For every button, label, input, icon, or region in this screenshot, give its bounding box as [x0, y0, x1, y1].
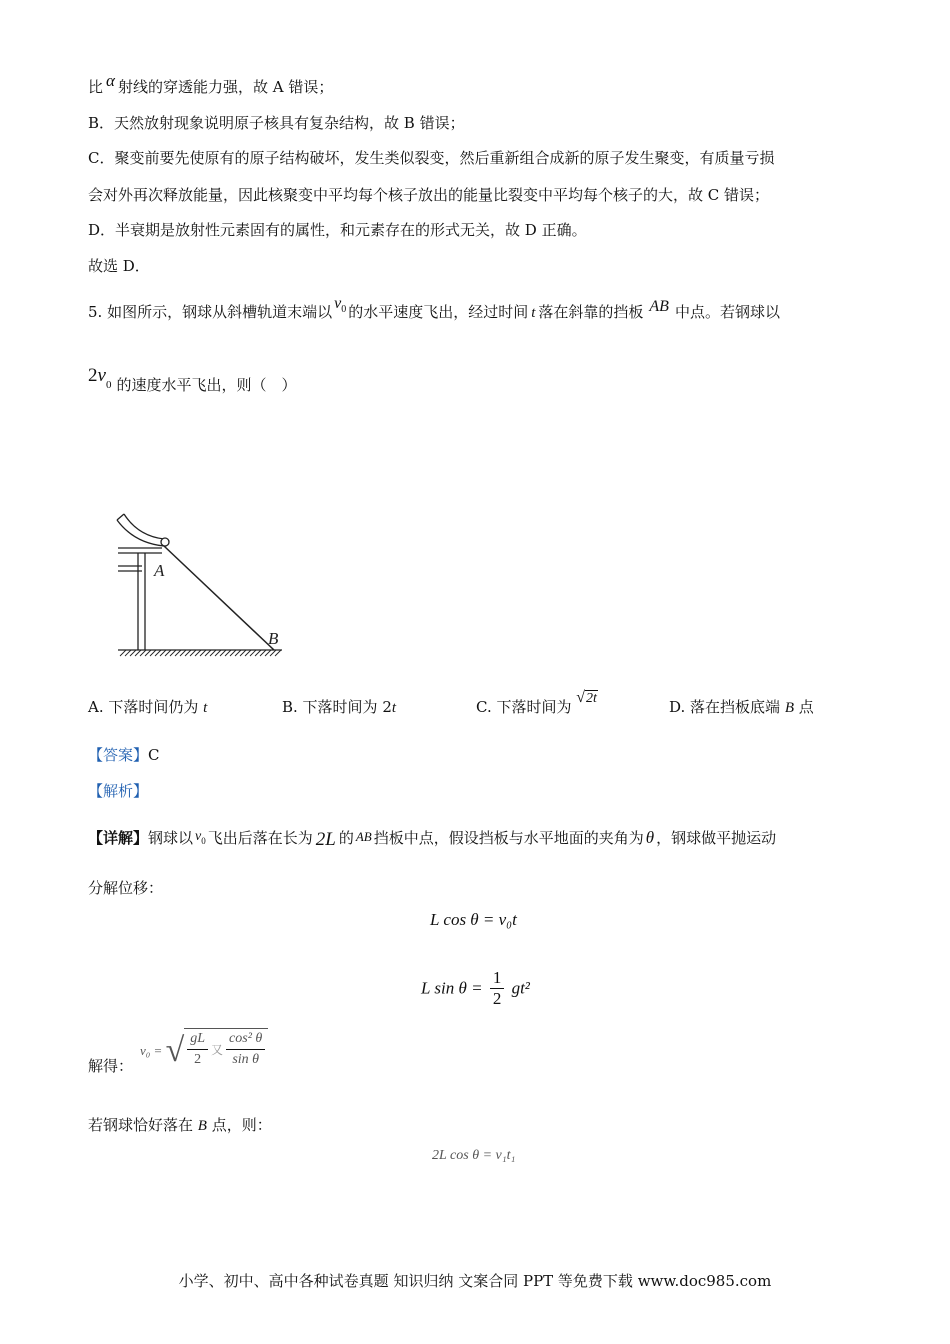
ab-symbol: AB	[355, 829, 372, 844]
physics-figure	[112, 508, 287, 660]
text-fragment: 射线的穿透能力强，故 A 错误；	[117, 78, 334, 96]
option-d[interactable]	[669, 697, 814, 718]
text-fragment: 点，则：	[211, 1116, 272, 1134]
label-b: B	[268, 629, 279, 648]
text-fragment: 飞出后落在长为	[207, 829, 313, 847]
option-b[interactable]	[282, 697, 396, 718]
text-fragment: 中点。若钢球以	[674, 303, 780, 321]
option-c[interactable]	[476, 689, 598, 719]
text-fragment: 的速度水平飞出，则（ ）	[116, 376, 297, 394]
page-footer: 小学、初中、高中各种试卷真题 知识归纳 文案合同 PPT 等免费下载 www.doc985.com	[178, 1272, 772, 1290]
text-fragment: 的	[338, 829, 354, 847]
question-stem-2	[88, 365, 297, 401]
option-var: B	[784, 700, 794, 716]
option-var: t	[203, 700, 208, 716]
v-symbol: v	[97, 365, 106, 386]
option-text: D. 落在挡板底端	[669, 698, 781, 716]
chute-track-inner	[124, 514, 164, 539]
ab-symbol: AB	[649, 298, 669, 315]
text-fragment: 5. 如图所示，钢球从斜槽轨道末端以	[88, 303, 333, 321]
case-line	[88, 1115, 272, 1136]
answer-line	[88, 745, 160, 765]
option-text: A. 下落时间仍为	[88, 698, 199, 716]
two-symbol: 2	[88, 365, 98, 386]
option-a[interactable]	[88, 697, 207, 718]
option-var: t	[391, 700, 397, 716]
board-ab	[164, 546, 274, 650]
text-fragment: 的水平速度飞出，经过时间	[348, 303, 529, 321]
detail-line-2: 分解位移：	[88, 879, 164, 897]
text-fragment: 落在斜靠的挡板	[538, 303, 644, 321]
chute-track	[117, 520, 164, 546]
fraction-half: $\frac{1}{2}$	[490, 968, 505, 1009]
theta-symbol: θ	[645, 828, 655, 847]
alpha-symbol: α	[106, 71, 115, 90]
text-line-6: 故选 D．	[88, 257, 150, 275]
question-stem	[88, 295, 780, 329]
equation-1: L cos θ = v₀t	[430, 910, 517, 929]
v0-symbol: $v_0$	[195, 829, 206, 846]
text-line-2: B．天然放射现象说明原子核具有复杂结构，故 B 错误；	[88, 114, 465, 132]
analysis-label: 【解析】	[88, 782, 149, 800]
steel-ball	[161, 538, 169, 546]
length-symbol: 2L	[315, 829, 336, 850]
text-line-4: 会对外再次释放能量，因此核聚变中平均每个核子放出的能量比裂变中平均每个核子的大，故 C 错误；	[88, 186, 770, 204]
option-text: C. 下落时间为	[476, 698, 572, 716]
b-symbol: B	[197, 1118, 207, 1134]
text-fragment: 若钢球恰好落在	[88, 1116, 194, 1134]
text-line-1	[88, 71, 334, 97]
solved-expression: v₀ = √ $\frac{gL}{2}$ 又 $\frac{\text{cos² θ}}{\text{sin θ}}$	[140, 1030, 268, 1072]
option-text: 点	[798, 698, 814, 716]
text-fragment: ，钢球做平抛运动	[656, 829, 777, 847]
text-fragment: 挡板中点，假设挡板与水平地面的夹角为	[373, 829, 644, 847]
t-symbol: t	[531, 305, 536, 321]
answer-label: 【答案】	[88, 746, 149, 764]
text-line-3: C．聚变前要先使原有的原子结构破坏，发生类似裂变，然后重新组合成新的原子发生聚变，有质量亏损	[88, 149, 775, 167]
detail-line-1	[88, 828, 776, 854]
solve-label: 解得：	[88, 1057, 134, 1075]
sqrt-expression: √2t	[576, 689, 597, 706]
equation-3: 2L cos θ = v₁t₁	[432, 1148, 516, 1163]
label-a: A	[154, 561, 165, 580]
text-fragment: 比	[88, 78, 104, 96]
option-text: B. 下落时间为 2	[282, 698, 392, 716]
text-line-5: D．半衰期是放射性元素固有的属性，和元素存在的形式无关，故 D 正确。	[88, 221, 587, 239]
v0-symbol: $v_0$	[334, 295, 347, 316]
text-fragment: 钢球以	[148, 829, 194, 847]
detail-label: 【详解】	[88, 829, 149, 847]
answer-value: C	[148, 746, 160, 764]
v-subscript: 0	[105, 379, 112, 391]
equation-2: L sin θ = $\frac{1}{2}$ gt²	[421, 968, 530, 1008]
